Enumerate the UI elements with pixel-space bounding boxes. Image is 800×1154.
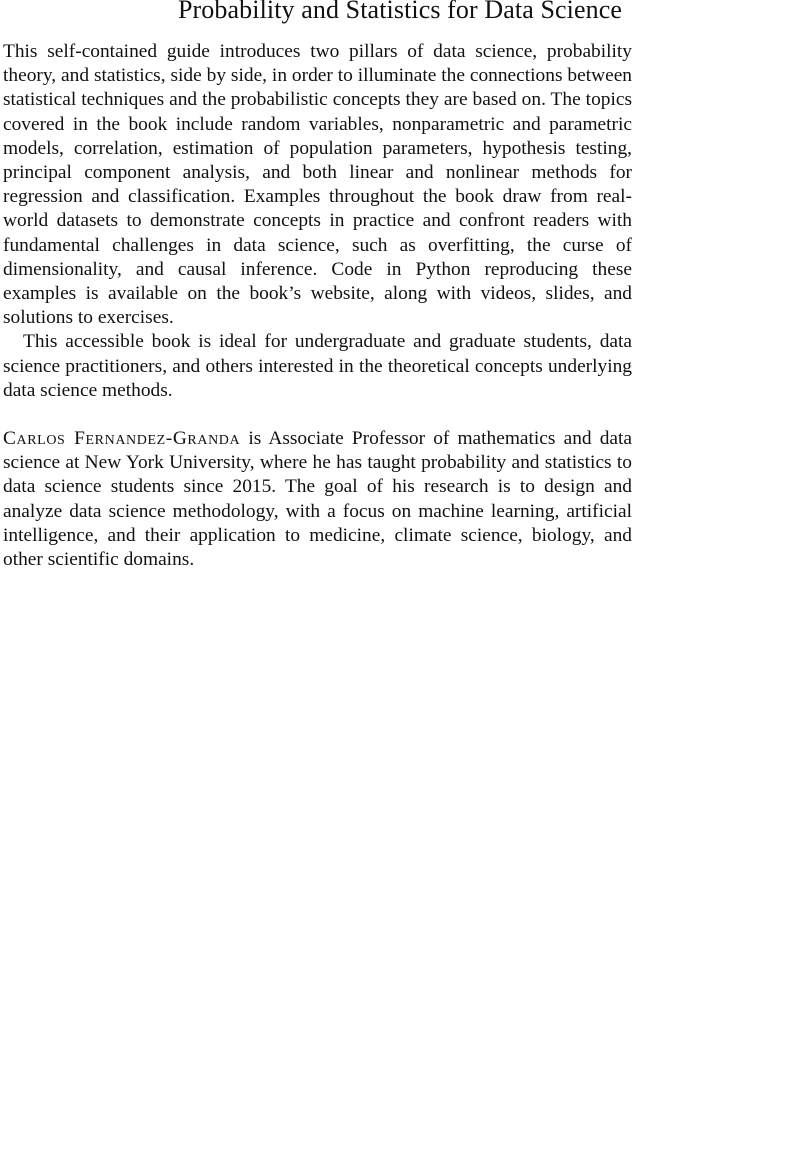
description-paragraph-2: This accessible book is ideal for undergraduate and graduate students, data science practitioners, and others interested in the theoretical concepts underlying data science methods. [3, 331, 632, 401]
author-name: Carlos Fernandez-Granda [3, 428, 241, 450]
page-title: Probability and Statistics for Data Science [177, 0, 623, 24]
author-bio [3, 427, 632, 572]
body-text [3, 40, 632, 572]
author-bio-text: is Associate Professor of mathematics and data science at New York University, where he has taught probability and statistics to data science students since 2015. The goal of his research is to design and analyze data science methodology, with a focus on machine learning, artificial intelligence, and their application to medicine, climate science, biology, and other scientific domains. [3, 428, 632, 571]
description-paragraph-1: This self-contained guide introduces two pillars of data science, probability theory, and statistics, side by side, in order to illuminate the connections between statistical techniques and the probabilistic concepts they are based on. The topics covered in the book include random variables, nonparametric and parametric models, correlation, estimation of population parameters, hypothesis testing, principal component analysis, and both linear and nonlinear methods for regression and classification. Examples throughout the book draw from real-world datasets to demonstrate concepts in practice and confront readers with fundamental challenges in data science, such as overfitting, the curse of dimensionality, and causal inference. Code in Python reproducing these examples is available on the book’s website, along with videos, slides, and solutions to exercises. [3, 41, 632, 329]
